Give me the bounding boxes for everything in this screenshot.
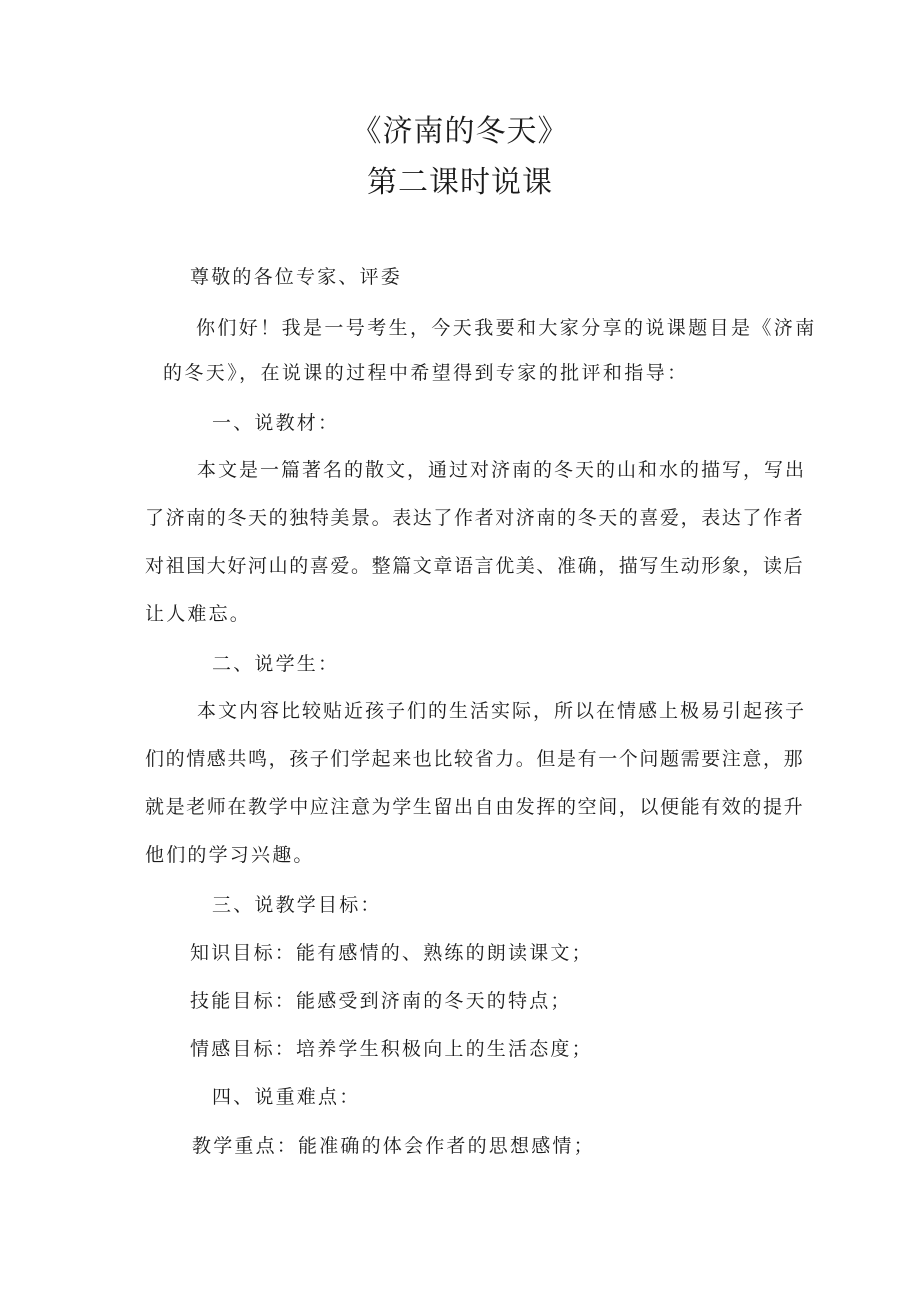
goal-emotion: 情感目标：培养学生积极向上的生活态度； <box>190 1038 593 1060</box>
section-heading-students: 二、说学生： <box>212 653 340 675</box>
textbook-paragraph-line: 了济南的冬天的独特美景。表达了作者对济南的冬天的喜爱，表达了作者 <box>145 507 805 529</box>
students-paragraph-line: 他们的学习兴趣。 <box>145 844 315 866</box>
greeting: 尊敬的各位专家、评委 <box>190 266 403 288</box>
document-title: 《济南的冬天》 <box>351 114 569 149</box>
goal-skill: 技能目标：能感受到济南的冬天的特点； <box>190 990 572 1012</box>
students-paragraph-line: 本文内容比较贴近孩子们的生活实际，所以在情感上极易引起孩子 <box>197 700 807 722</box>
key-point-focus: 教学重点：能准确的体会作者的思想感情； <box>192 1135 595 1157</box>
textbook-paragraph-line: 对祖国大好河山的喜爱。整篇文章语言优美、准确，描写生动形象，读后 <box>145 555 805 577</box>
section-heading-goals: 三、说教学目标： <box>212 894 382 916</box>
students-paragraph-line: 就是老师在教学中应注意为学生留出自由发挥的空间，以便能有效的提升 <box>145 796 805 818</box>
section-heading-key-points: 四、说重难点： <box>212 1086 361 1108</box>
students-paragraph-line: 们的情感共鸣，孩子们学起来也比较省力。但是有一个问题需要注意，那 <box>145 748 805 770</box>
intro-line-2: 的冬天》，在说课的过程中希望得到专家的批评和指导： <box>163 362 689 384</box>
document-subtitle: 第二课时说课 <box>367 165 553 200</box>
textbook-paragraph-line: 让人难忘。 <box>145 603 252 625</box>
textbook-paragraph-line: 本文是一篇著名的散文，通过对济南的冬天的山和水的描写，写出 <box>197 459 807 481</box>
goal-knowledge: 知识目标：能有感情的、熟练的朗读课文； <box>190 942 593 964</box>
intro-line-1: 你们好！我是一号考生，今天我要和大家分享的说课题目是《济南 <box>196 317 817 339</box>
section-heading-textbook: 一、说教材： <box>212 412 340 434</box>
